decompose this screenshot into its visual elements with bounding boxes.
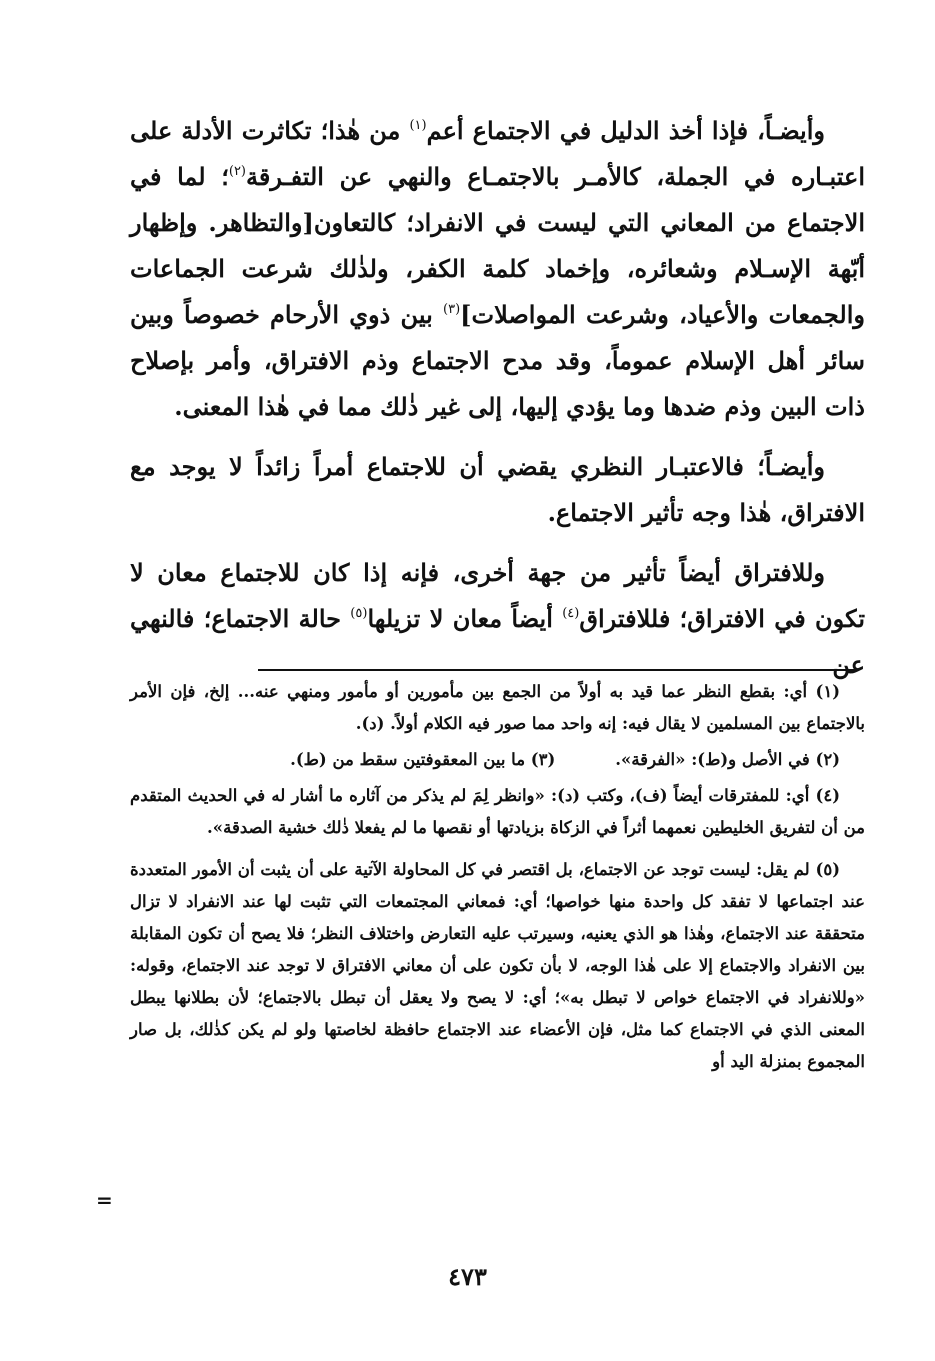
page-number: ٤٧٣: [448, 1262, 487, 1291]
footnote-row-2-3: [130, 744, 865, 776]
paragraph-1: [130, 108, 865, 430]
footnote-4: (٤) أي: للمفترقات أيضاً (ف)، وكتب (د): «وانظر لِمَ لم يذكر من آثاره ما أشار له في الحديث المتقدم من أن لتفريق الخليطين نعمهما أثراً في الزكاة بزيادتها أو نقصها ما لم يفعلا ذٰلك خشية الصدقة».: [130, 786, 865, 837]
paragraph-3-part-c: حالة الاجتماع؛ فالنهي عن: [130, 604, 865, 679]
paragraph-3: [130, 550, 865, 688]
footnotes: [130, 676, 865, 1082]
footnote-ref-3: (٣): [443, 302, 461, 317]
footnote-5: (٥) لم يقل: ليست توجد عن الاجتماع، بل اقتصر في كل المحاولة الآتية على أن يثبت أن الأمور المتعددة عند اجتماعها لا تفقد كل واحدة منها خواصها؛ أي: فمعاني المجتمعات التي تثبت لها عند الانفراد لا تزال متحققة عند الاجتماع، وهٰذا هو الذي يعنيه، وسيرتب عليه التعارض واختلاف النظر؛ فلا يصح أن تكون المقابلة بين الانفراد والاجتماع إلا على هٰذا الوجه، لا بأن تكون على أن معاني الافتراق لا توجد عند الاجتماع، وقوله: «وللانفراد في الاجتماع خواص لا تبطل به»؛ أي: لا يصح ولا يعقل أن تبطل بالاجتماع؛ لأن بطلانها يبطل المعنى الذي في الاجتماع كما مثل، فإن الأعضاء عند الاجتماع حافظة لخاصتها ولو لم يكن كذٰلك، بل صار المجموع بمنزلة اليد أو: [130, 860, 865, 1071]
footnote-2: (٢) في الأصل و(ط): «الفرقة».: [615, 750, 840, 769]
paragraph-1-part-d: بين ذوي الأرحام خصوصاً وبين سائر أهل الإسلام عموماً، وقد مدح الاجتماع وذم الافتراق، وأمر بإصلاح ذات البين وذم ضدها وما يؤدي إليها، إلى غير ذٰلك مما في هٰذا المعنى.: [130, 300, 865, 421]
paragraph-2: وأيضـاً؛ فالاعتبـار النظري يقضي أن للاجتماع أمراً زائداً لا يوجد مع الافتراق، هٰذا وجه تأثير الاجتماع.: [130, 452, 865, 527]
footnote-ref-4: (٤): [562, 606, 580, 621]
paragraph-3-part-b: أيضاً معان لا تزيلها: [367, 604, 563, 633]
paragraph-1-part-b: من هٰذا؛ تكاثرت الأدلة على اعتبـاره في الجملة، كالأمـر بالاجتمـاع والنهي عن التفـرقة: [130, 116, 865, 191]
footnote-separator: [258, 669, 858, 671]
footnote-ref-2: (٢): [228, 164, 246, 179]
continuation-mark: =: [96, 1188, 113, 1212]
footnote-1: (١) أي: بقطع النظر عما قيد به أولاً من الجمع بين مأمورين أو مأمور ومنهي عنه... إلخ، فإن الأمر بالاجتماع بين المسلمين لا يقال فيه: إنه واحد مما صور فيه الكلام أولاً. (د).: [130, 682, 865, 733]
paragraph-3-part-a: وللافتراق أيضاً تأثير من جهة أخرى، فإنه إذا كان للاجتماع معان لا تكون في الافتراق؛ فللافتراق: [130, 558, 865, 633]
footnote-ref-1: (١): [409, 118, 427, 133]
paragraph-1-part-c: ؛ لما في الاجتماع من المعاني التي ليست في الانفراد؛ كالتعاون[والتظاهر. وإظهار أبّهة الإسـلام وشعائره، وإخماد كلمة الكفر، ولذٰلك شرعت الجماعات والجمعات والأعياد، وشرعت المواصلات]: [130, 162, 865, 329]
main-text: [130, 108, 865, 702]
footnote-3: (٣) ما بين المعقوفتين سقط من (ط).: [290, 750, 556, 769]
paragraph-1-part-a: وأيضـاً، فإذا أخذ الدليل في الاجتماع أعم: [426, 116, 825, 145]
footnote-ref-5: (٥): [350, 606, 368, 621]
